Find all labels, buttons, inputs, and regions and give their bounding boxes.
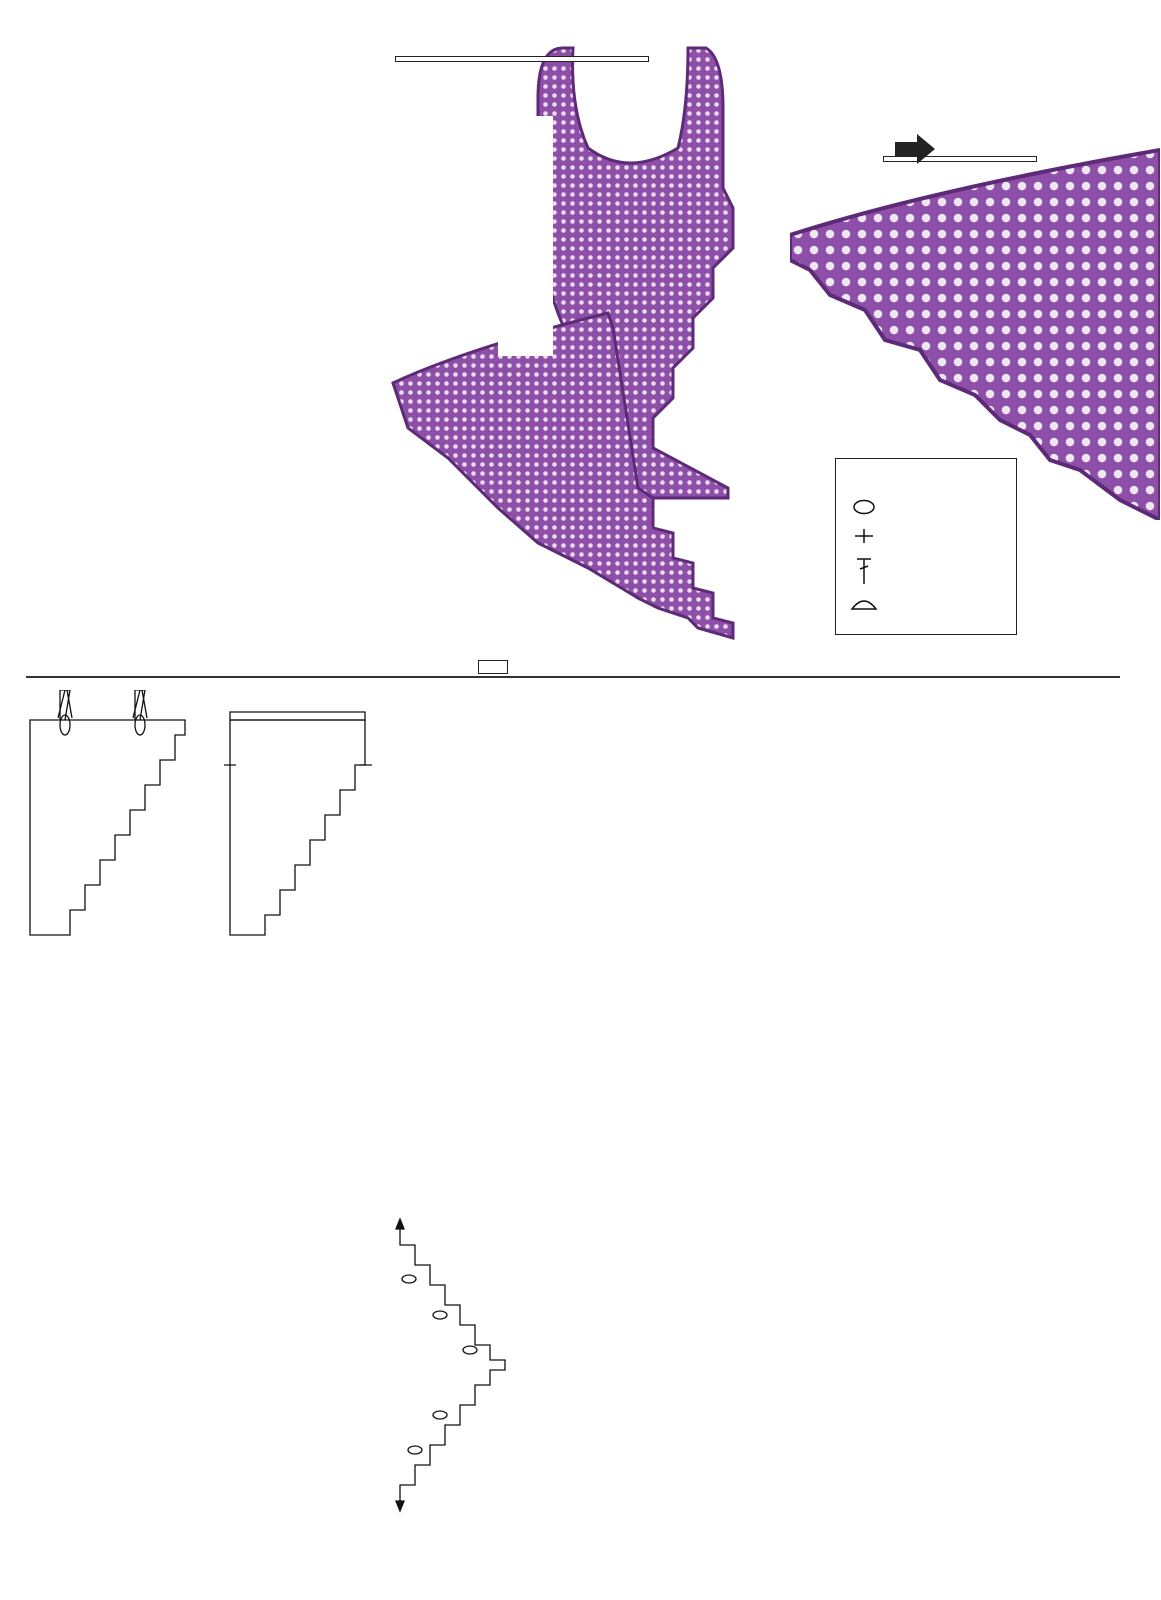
legend-item — [848, 557, 880, 590]
charts-section-label — [478, 660, 508, 674]
strap-chart — [115, 1120, 365, 1565]
legend — [835, 458, 1017, 635]
plus-icon — [848, 527, 880, 550]
legend-item — [848, 499, 880, 520]
arrow-icon — [895, 134, 935, 164]
legend-item — [848, 595, 880, 616]
neckline-chart — [0, 950, 460, 1110]
double-crochet-icon — [848, 557, 880, 590]
body-chart — [470, 890, 1120, 1565]
photo-whole-piece — [388, 28, 788, 648]
arc-icon — [848, 595, 880, 616]
whole-piece-label — [395, 56, 649, 62]
section-divider — [26, 676, 1120, 678]
legend-item — [848, 527, 880, 550]
edging-chart — [420, 720, 1120, 850]
schematic-diagrams — [20, 690, 380, 940]
oval-icon — [848, 499, 880, 520]
